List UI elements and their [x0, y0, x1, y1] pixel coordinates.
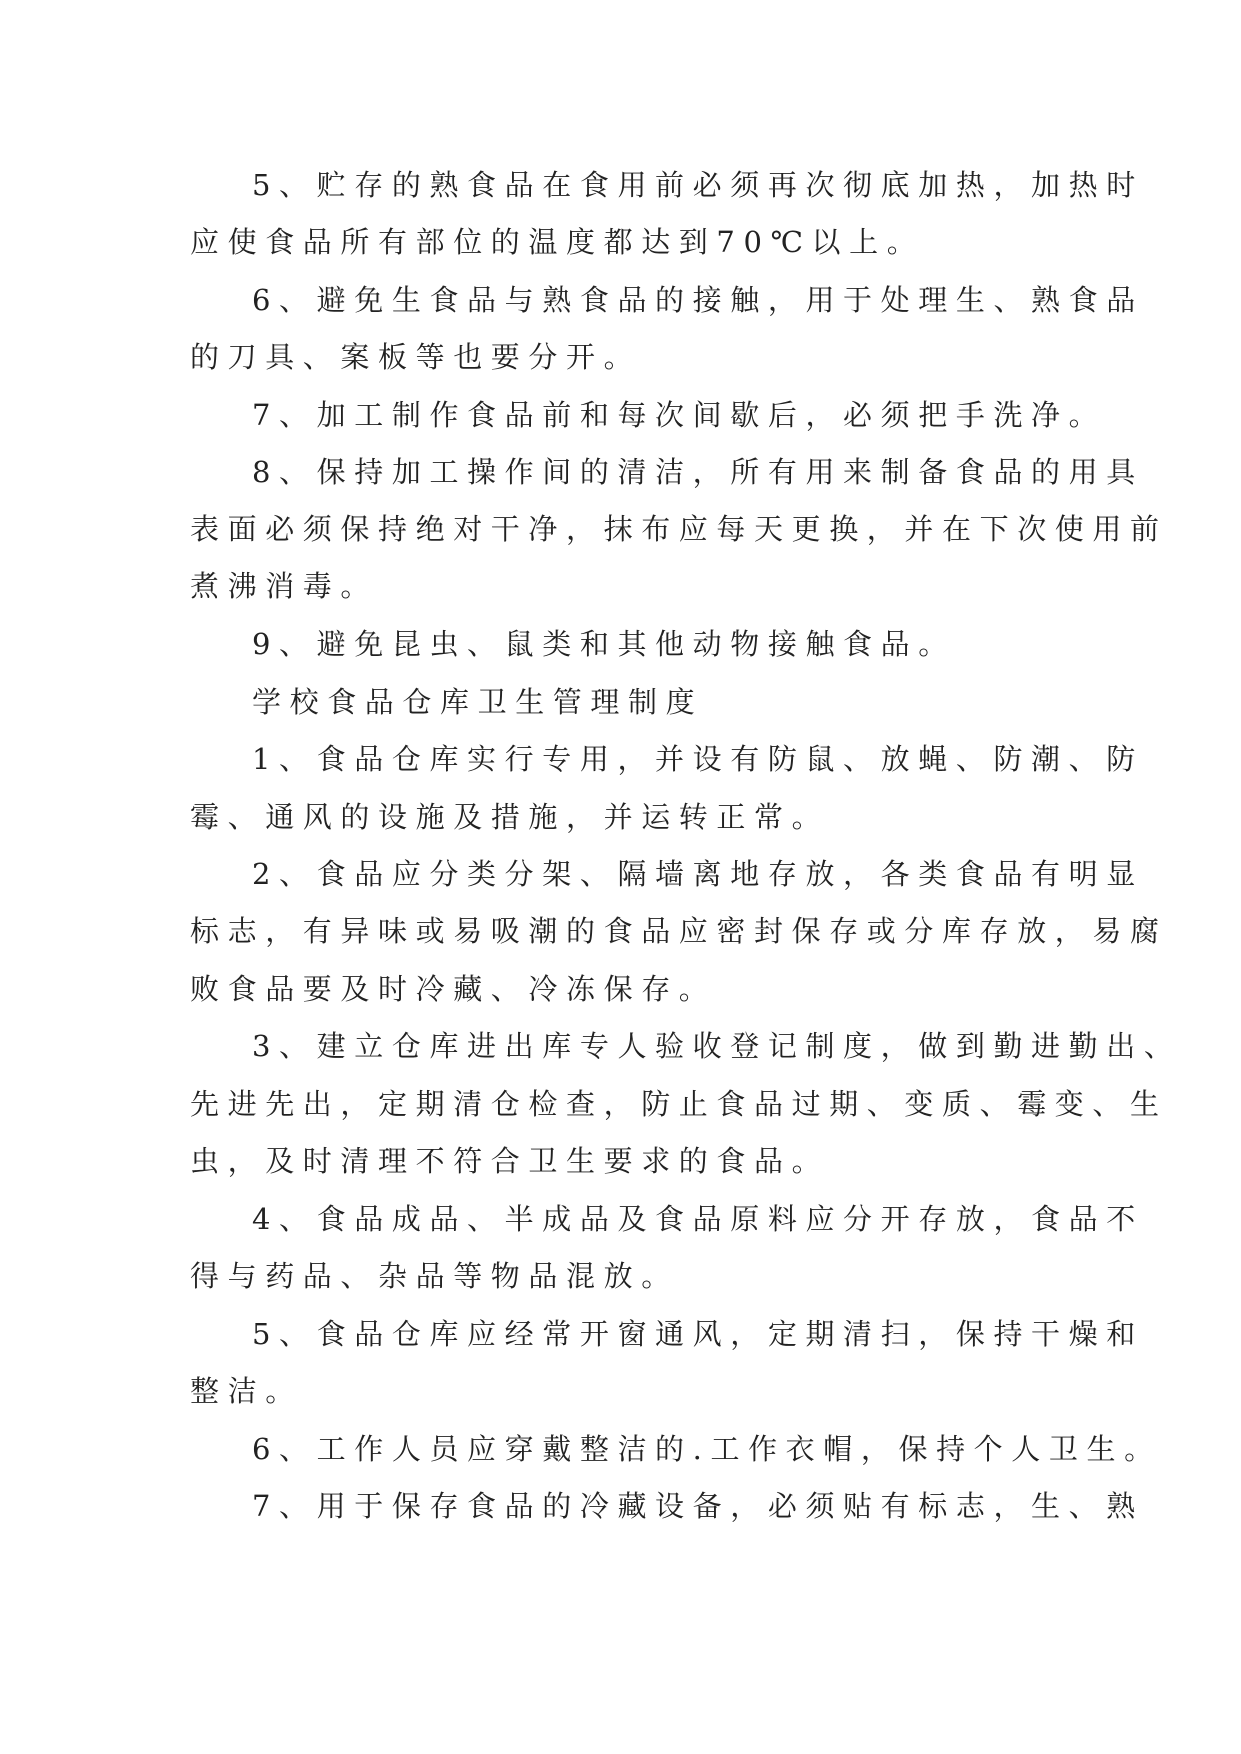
text-line: 6、工作人员应穿戴整洁的.工作衣帽，保持个人卫生。 [252, 1432, 1162, 1466]
text-line: 6、避免生食品与熟食品的接触，用于处理生、熟食品 [252, 283, 1144, 317]
text-line: 4、食品成品、半成品及食品原料应分开存放，食品不 [252, 1202, 1144, 1236]
text-line: 煮沸消毒。 [190, 569, 379, 603]
text-line: 9、避免昆虫、鼠类和其他动物接触食品。 [252, 627, 956, 661]
text-line: 1、食品仓库实行专用，并设有防鼠、放蝇、防潮、防 [252, 742, 1144, 776]
text-line: 标志，有异味或易吸潮的食品应密封保存或分库存放，易腐 [190, 914, 1168, 948]
text-line: 先进先出，定期清仓检查，防止食品过期、变质、霉变、生 [190, 1087, 1168, 1121]
text-line: 虫，及时清理不符合卫生要求的食品。 [190, 1144, 830, 1178]
text-line: 整洁。 [190, 1374, 303, 1408]
text-line: 的刀具、案板等也要分开。 [190, 340, 642, 374]
text-line: 得与药品、杂品等物品混放。 [190, 1259, 679, 1293]
section-heading: 学校食品仓库卫生管理制度 [252, 685, 704, 719]
text-line: 8、保持加工操作间的清洁，所有用来制备食品的用具 [252, 455, 1144, 489]
text-line: 5、食品仓库应经常开窗通风，定期清扫，保持干燥和 [252, 1317, 1144, 1351]
text-line: 7、用于保存食品的冷藏设备，必须贴有标志，生、熟 [252, 1489, 1144, 1523]
text-line: 7、加工制作食品前和每次间歇后，必须把手洗净。 [252, 398, 1107, 432]
text-line: 3、建立仓库进出库专人验收登记制度，做到勤进勤出、 [252, 1029, 1182, 1063]
text-line: 2、食品应分类分架、隔墙离地存放，各类食品有明显 [252, 857, 1144, 891]
text-line: 应使食品所有部位的温度都达到70℃以上。 [190, 225, 925, 259]
text-line: 5、贮存的熟食品在食用前必须再次彻底加热，加热时 [252, 168, 1144, 202]
text-line: 表面必须保持绝对干净，抹布应每天更换，并在下次使用前 [190, 512, 1168, 546]
text-line: 败食品要及时冷藏、冷冻保存。 [190, 972, 717, 1006]
text-line: 霉、通风的设施及措施，并运转正常。 [190, 800, 830, 834]
